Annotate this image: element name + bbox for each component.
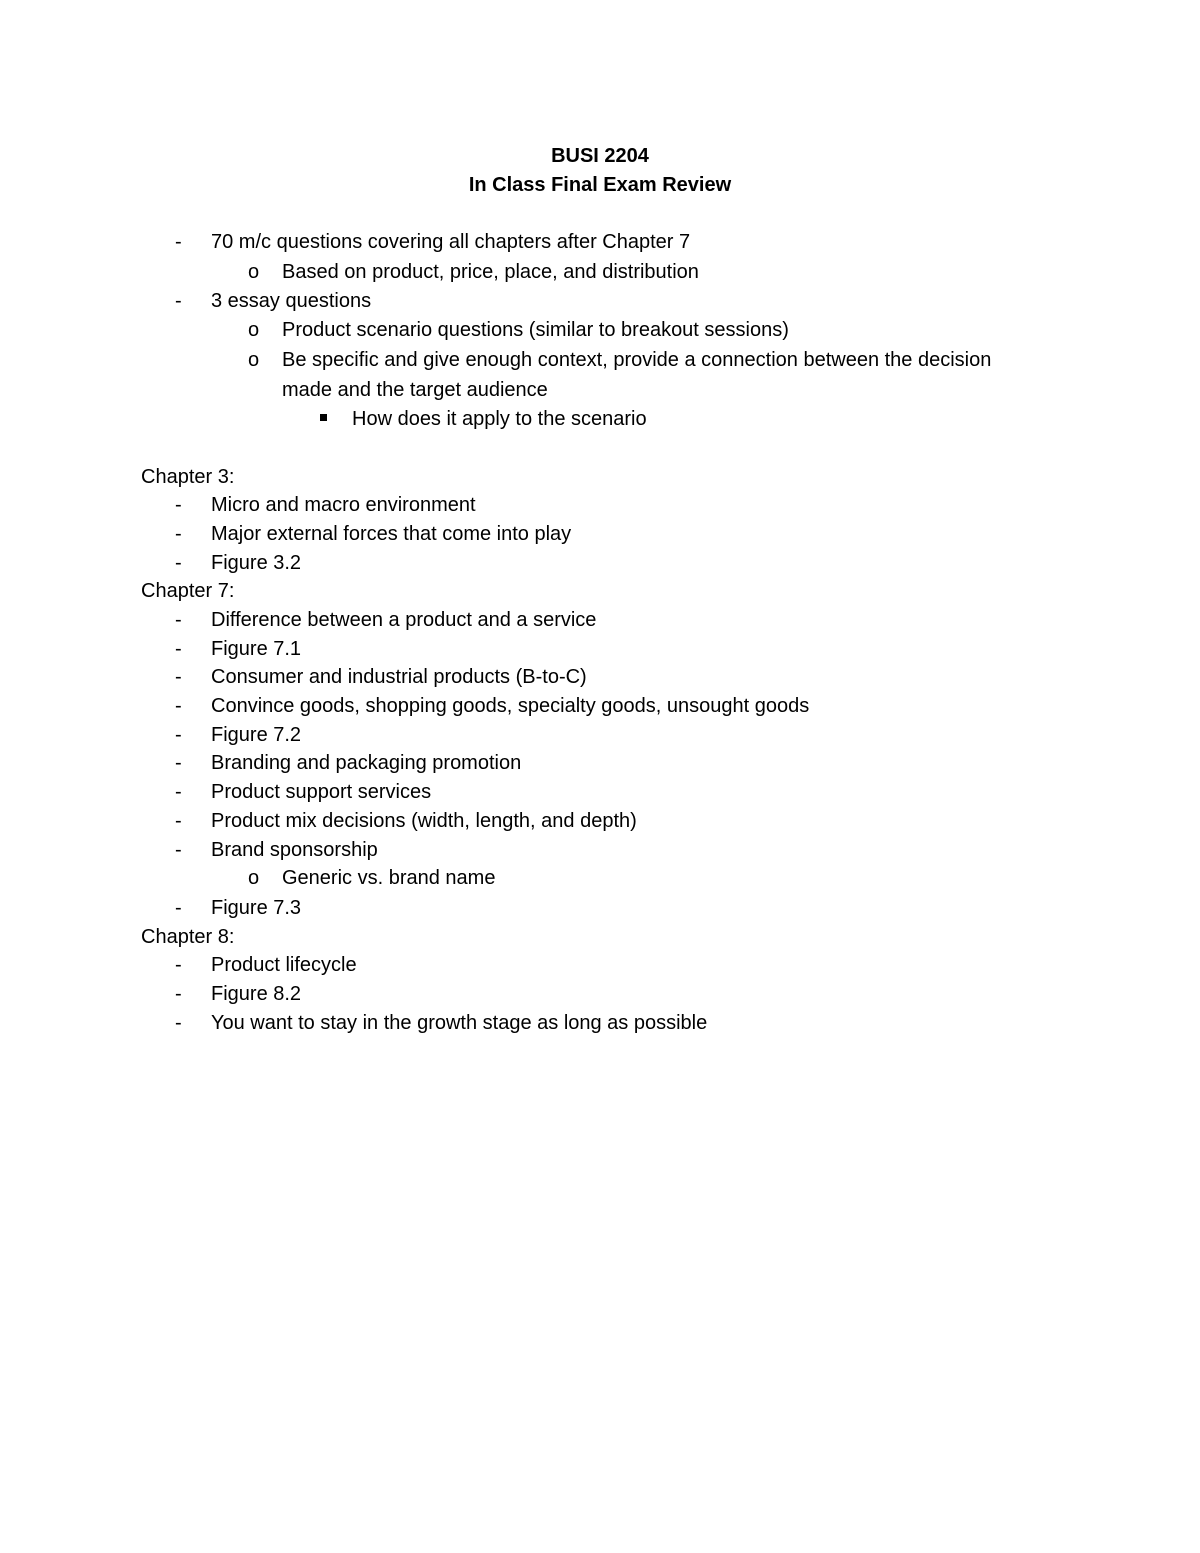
list-item: Consumer and industrial products (B-to-C) [211,666,587,688]
dash-bullet: - [175,552,182,574]
dash-bullet: - [175,638,182,660]
list-item: Brand sponsorship [211,839,378,861]
list-item: Product mix decisions (width, length, and depth) [211,810,637,832]
dash-bullet: - [175,781,182,803]
circle-bullet: o [248,319,260,341]
dash-bullet: - [175,954,182,976]
list-item: Figure 7.1 [211,638,302,660]
list-item: Be specific and give enough context, provide a connection between the decision [282,349,992,371]
dash-bullet: - [175,983,182,1005]
dash-bullet: - [175,839,182,861]
square-bullet-icon [320,414,327,421]
list-item: Convince goods, shopping goods, specialty goods, unsought goods [211,695,810,717]
chapter-8-heading: Chapter 8: [141,926,235,948]
chapter-3-heading: Chapter 3: [141,466,235,488]
list-item: How does it apply to the scenario [352,408,647,430]
dash-bullet: - [175,1012,182,1034]
list-item: Micro and macro environment [211,494,476,516]
list-item: Major external forces that come into play [211,523,572,545]
dash-bullet: - [175,810,182,832]
list-item: Product lifecycle [211,954,357,976]
list-item: Figure 7.3 [211,897,302,919]
dash-bullet: - [175,290,182,312]
dash-bullet: - [175,897,182,919]
circle-bullet: o [248,261,260,283]
dash-bullet: - [175,695,182,717]
document-title: In Class Final Exam Review [468,174,732,196]
circle-bullet: o [248,867,260,889]
list-item: Generic vs. brand name [282,867,496,889]
list-item: Product support services [211,781,432,803]
dash-bullet: - [175,666,182,688]
list-item: Figure 7.2 [211,724,302,746]
dash-bullet: - [175,752,182,774]
list-item: 70 m/c questions covering all chapters after Chapter 7 [211,231,691,253]
circle-bullet: o [248,349,260,371]
course-code: BUSI 2204 [551,145,649,167]
list-item: Difference between a product and a service [211,609,597,631]
dash-bullet: - [175,724,182,746]
list-item: Figure 8.2 [211,983,302,1005]
chapter-7-heading: Chapter 7: [141,580,235,602]
list-item: You want to stay in the growth stage as long as possible [211,1012,708,1034]
dash-bullet: - [175,609,182,631]
list-item: 3 essay questions [211,290,372,312]
list-item: Branding and packaging promotion [211,752,522,774]
dash-bullet: - [175,231,182,253]
list-item: Figure 3.2 [211,552,302,574]
dash-bullet: - [175,494,182,516]
dash-bullet: - [175,523,182,545]
list-item: Based on product, price, place, and distribution [282,261,699,283]
list-item: Product scenario questions (similar to breakout sessions) [282,319,789,341]
list-item-continuation: made and the target audience [282,379,548,401]
